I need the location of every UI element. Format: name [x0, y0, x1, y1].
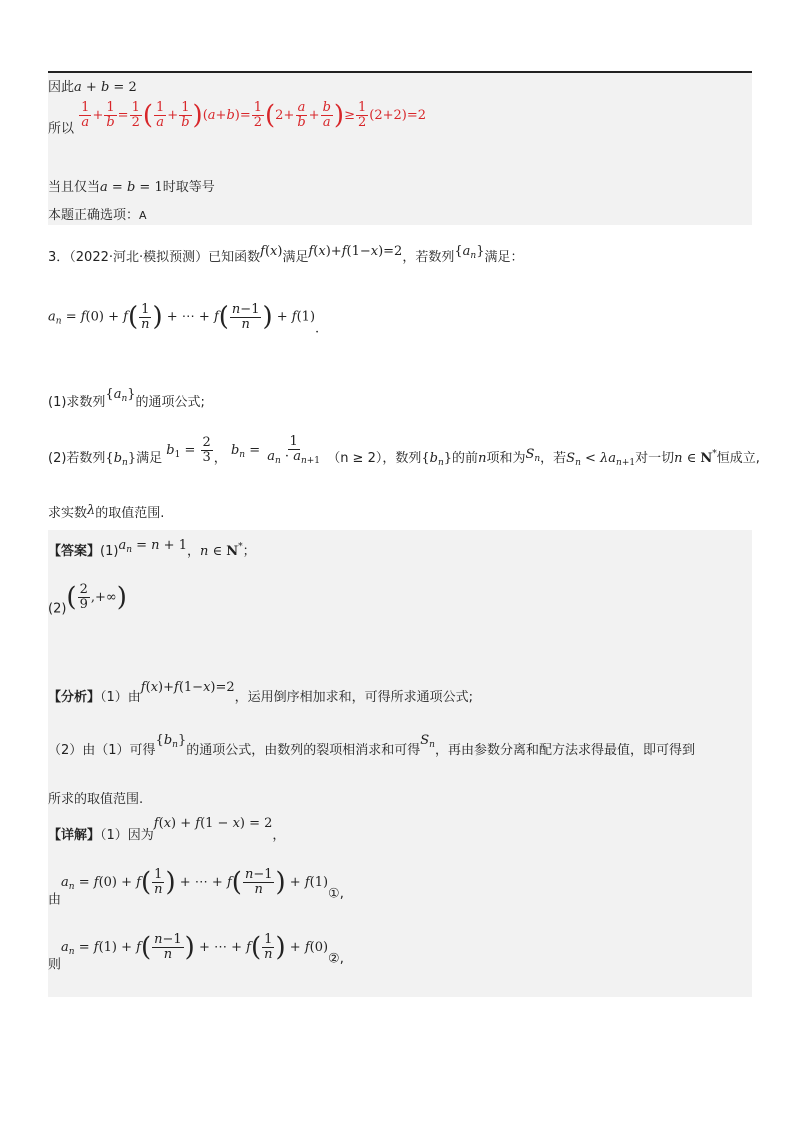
inequality-formula: $\frac{1}{a}$ + $\frac{1}{b}$ = $\frac{1}{2}$ ( $\frac{1}{a}$ + $\frac{1}{b}$ )(a+b)= $\frac{1}{2}$ (2+ $\frac{a}{b}$ + $\frac{b}{a}$ )≥ $\frac{1}{2}$ (2+2)=2 [81, 100, 426, 131]
answer-choice-line: 本题正确选项：A [48, 208, 147, 223]
answer-line-1: 【答案】$(1)a_n = n + 1$，n ∈ N*； [48, 538, 256, 559]
analysis-line-2: （2）由（1）可得$\{b_n\}$的通项公式，由数列的裂项相消求和可得$S_n$，再由参数分离和配方法求得最值，即可得到 [48, 733, 695, 758]
answer-shade [48, 530, 752, 997]
detail-line-2: 由$a_n = f(0) + f$( $\frac{1}{n}$ ) + ⋯ + f( $\frac{n-1}{n}$ ) + f(1)①, [48, 867, 344, 908]
analysis-line-3: 所求的取值范围. [48, 792, 144, 807]
question-2: (2)若数列$\{b_n\}$满足 $b_1$ = $\frac{2}{3}$ ， $b_n$ = $\frac{1}{a_n \cdot a_{n+1}}$ （n ≥ 2），数列$\{b_n\}$的前n项和为$S_n$，若$S_n < \lambda a_{n+1}$对一切n ∈ N*恒成立, [48, 434, 760, 469]
sequence-definition: $a_n = f(0) + f$( $\frac{1}{n}$ ) + ⋯ + f( $\frac{n-1}{n}$ ) + f(1). [48, 302, 320, 337]
therefore-line: 因此a + b = 2 [48, 80, 137, 95]
so-line: 所以 $\frac{1}{a}$ + $\frac{1}{b}$ = $\frac{1}{2}$ ( $\frac{1}{a}$ + $\frac{1}{b}$ )(a+b)= $\frac{1}{2}$ (2+ $\frac{a}{b}$ + $\frac{b}{a}$ )≥ $\frac{1}{2}$ (2+2)=2 [48, 100, 426, 137]
analysis-line-1: 【分析】（1）由f(x)+f(1−x)=2，运用倒序相加求和，可得所求通项公式; [48, 680, 474, 705]
question-1: (1)求数列$\{a_n\}$的通项公式; [48, 387, 205, 410]
equality-line: 当且仅当a = b = 1时取等号 [48, 180, 215, 195]
question-2-line-2: 求实数λ的取值范围. [48, 503, 165, 521]
detail-line-3: 则$a_n = f(1) + f$( $\frac{n-1}{n}$ ) + ⋯ + f( $\frac{1}{n}$ ) + f(0)②, [48, 932, 344, 973]
answer-line-2: (2)( $\frac{2}{9}$ ,+∞) [48, 582, 127, 617]
problem-stem: 3．（2022·河北·模拟预测）已知函数f(x)满足f(x)+f(1−x)=2，若数列$\{a_n\}$满足： [48, 244, 524, 265]
solution-shade [48, 73, 752, 225]
detail-line-1: 【详解】（1）因为f(x) + f(1 − x) = 2， [48, 816, 286, 843]
